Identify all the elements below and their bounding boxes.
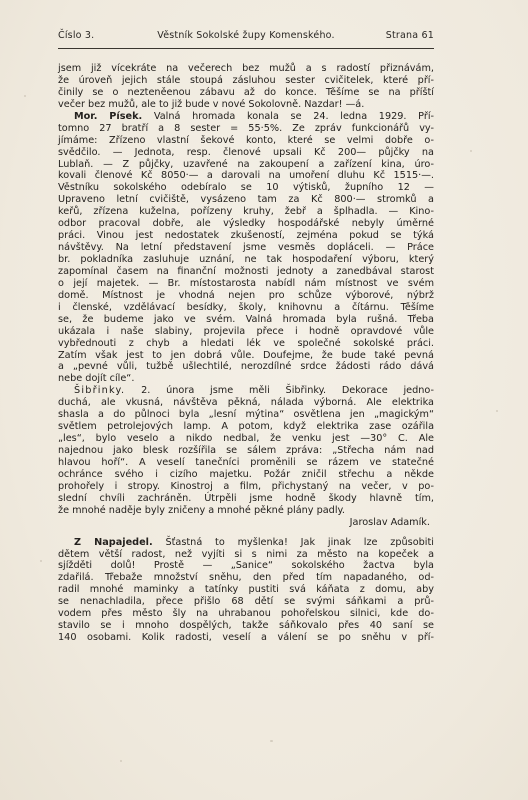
text-line: činily se o nezteněenou zábavu až do konce. Těšíme se na příští	[58, 86, 434, 98]
text-line: Lublaň. — Z půjčky, uzavřené na zakoupení a zařízení kina, úro-	[58, 158, 434, 170]
text-line: večer bez mužů, ale to již bude v nové Sokolovně. Nazdar! —á.	[58, 98, 365, 110]
text-line: práci. Vinou jest nedostatek zkušeností, zejména pokud se týká	[58, 230, 434, 242]
page-number: Strana 61	[385, 30, 434, 41]
paper-speck	[120, 760, 122, 762]
text-line	[58, 537, 434, 549]
text-fragment: 2. února jsme měli Šibřinky. Dekorace jedno-	[125, 385, 434, 397]
author-signature: Jaroslav Adamík.	[349, 516, 430, 528]
sibrinky-section	[58, 385, 434, 528]
text-line: se nenachladila, přece přišlo 68 dětí se svými sáňkami a prů-	[58, 596, 434, 608]
text-line: se, že budeme jako ve svém. Valná hromada byla rušná. Třeba	[58, 313, 434, 325]
text-line: shasla a do půlnoci byla „lesní mýtina“ osvětlena jen „magickým“	[58, 409, 434, 421]
issue-number: Číslo 3.	[58, 30, 95, 41]
text-fragment: Valná hromada konala se 24. ledna 1929. Pří-	[142, 110, 435, 122]
header-rule	[58, 48, 434, 49]
text-line: zapomínal časem na finanční možnosti jednoty a zanedbával starost	[58, 265, 434, 277]
text-line: a „pevné vůli, tužbě ušlechtilé, nerozdílné srdce žádosti rádo dává	[58, 361, 434, 373]
text-line: najednou jako blesk rozšířila se sálem zpráva: „Střecha nám nad	[58, 445, 434, 456]
text-line	[58, 111, 434, 123]
text-line: slední chvíli zachráněn. Útrpěli jsme hodně škody hlavně tím,	[58, 492, 434, 504]
text-line: jímáme: Zřízeno vlastní šekové konto, které se velmi dobře o-	[58, 134, 434, 146]
text-line: Věstníku sokolského odebíralo se 10 výtisků, župního 12 —	[58, 182, 434, 194]
text-line: nebe dojít cíle“.	[58, 373, 135, 385]
text-line: kovali členové Kč 8050·— a darovali na umoření dluhu Kč 1515·—.	[58, 170, 434, 182]
text-line: že úroveň jejich stále stoupá zásluhou sester cvičitelek, které pří-	[58, 74, 434, 86]
text-line: radil mnohé maminky a tatínky pustiti svá káňata z domu, aby	[58, 584, 434, 596]
text-line: dětem větší radost, než vyjíti si s nimi za město na kopeček a	[58, 548, 434, 560]
text-line: keřů, zřízena kuželna, pořízeny kruhy, žebř a šplhadla. — Kino-	[58, 206, 434, 218]
section-heading: Šibřinky.	[74, 385, 126, 397]
text-line: odbor pracoval dobře, ale výsledky hospodářské nebyly úměrné	[58, 218, 434, 230]
text-line: Upraveno letní cvičiště, vysázeno tam za Kč 800·— stromků a	[58, 194, 434, 206]
text-line: hlavou hoří“. A veselí tanečníci proměnili se rázem ve statečné	[58, 456, 434, 468]
text-line: domě. Místnost je vhodná nejen pro schůze výborové, nýbrž	[58, 289, 434, 301]
text-line: světlem petrolejových lamp. A potom, když elektrika zase ozářila	[58, 421, 434, 433]
text-line: br. pokladníka zasluhuje uznání, ne tak hospodaření výboru, který	[58, 254, 434, 265]
text-line: ukázala i naše slabiny, projevila přece i hodně opravdové vůle	[58, 325, 434, 337]
text-line: svědčilo. — Jednota, resp. členové upsali Kč 200— půjčky na	[58, 146, 434, 158]
paper-speck	[24, 95, 26, 97]
page-header	[58, 30, 434, 46]
section-heading: Mor. Písek.	[74, 110, 143, 122]
text-line: ochránce svého i cizího majetku. Požár zničil střechu a někde	[58, 468, 434, 480]
paper-speck	[496, 410, 498, 412]
text-line: prohořely i stropy. Kinostroj a film, přichystaný na večer, v po-	[58, 480, 434, 492]
text-fragment: Šťastná to myšlenka! Jak jinak lze způsobiti	[152, 536, 434, 548]
text-line: že mnohé naděje byly zničeny a mnohé pěkné plány padly.	[58, 504, 345, 516]
section-heading: Z Napajedel.	[74, 536, 153, 548]
text-line: vodem přes město šly na uhrabanou pohořelskou silnici, kde do-	[58, 608, 434, 620]
text-line: vybřednouti z chyb a hledati lék ve společné sokolské práci.	[58, 337, 434, 349]
text-line: 140 osobami. Kolik radosti, veselí a válení se po sněhu v pří-	[58, 632, 434, 644]
intro-paragraph	[58, 63, 434, 111]
text-line: návštěvy. Na letní představení jsme vesměs dopláceli. — Práce	[58, 242, 434, 254]
journal-title: Věstník Sokolské župy Komenského.	[157, 30, 335, 41]
paper-speck	[470, 150, 472, 152]
text-line: tomno 27 bratří a 8 sester = 55·5%. Ze zpráv funkcionářů vy-	[58, 122, 434, 134]
text-line: sjížděti dolů! Prostě — „Sanice“ sokolského žactva byla	[58, 560, 434, 572]
text-line: „les“, bylo veselo a nikdo nedbal, že venku jest —30° C. Ale	[58, 433, 434, 445]
text-line: stavilo se i mnoho dospělých, takže sáňkovalo přes 40 saní se	[58, 620, 434, 632]
paper-speck	[40, 560, 42, 562]
article-body	[58, 63, 434, 644]
section-gap	[58, 529, 434, 537]
text-line: o její majetek. — Br. místostarosta nabídl nám místnost ve svém	[58, 277, 434, 289]
text-line: zdařilá. Třebaže množství sněhu, den před tím napadaného, od-	[58, 572, 434, 584]
napajedel-section	[58, 537, 434, 644]
mor-pisek-section	[58, 111, 434, 386]
text-line: duchá, ale vkusná, návštěva pěkná, nálada výborná. Ale elektrika	[58, 397, 434, 409]
text-line	[58, 385, 434, 397]
text-line: i členské, vzdělávací besídky, školy, knihovnu a čítárnu. Těšíme	[58, 301, 434, 313]
text-line: jsem již vícekráte na večerech bez mužů a s radostí přiznávám,	[58, 63, 434, 74]
text-line: Zatím však jest to jen dobrá vůle. Doufejme, že bude také pevná	[58, 349, 434, 361]
paper-speck	[270, 740, 273, 742]
